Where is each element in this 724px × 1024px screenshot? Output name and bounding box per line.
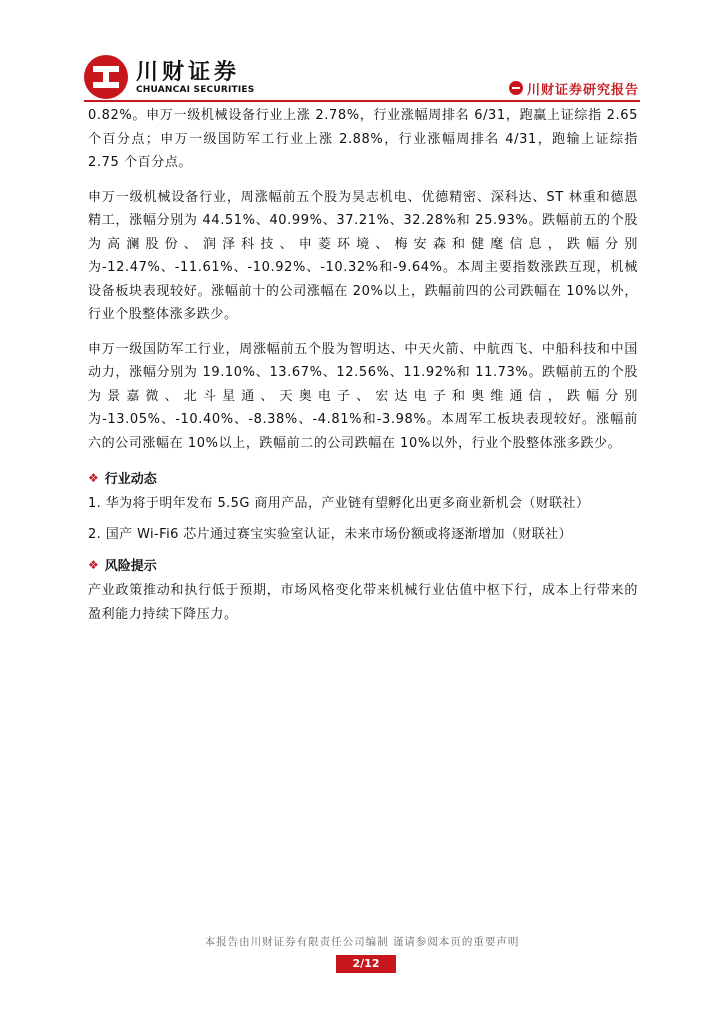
section-heading: 行业动态 <box>104 472 157 487</box>
chuancai-logo-icon <box>84 55 128 99</box>
news-item: 2. 国产 Wi-Fi6 芯片通过赛宝实验室认证，未来市场份额或将逐渐增加（财联社） <box>88 526 572 542</box>
section-heading: 风险提示 <box>104 559 157 574</box>
paragraph-market-summary: 0.82%。申万一级机械设备行业上涨 2.78%，行业涨幅周排名 6/31，跑赢上证综指 2.65 个百分点；申万一级国防军工行业上涨 2.88%，行业涨幅周排名 4/31，跑输上证综指 2.75 个百分点。 <box>88 108 638 170</box>
diamond-bullet-icon: ❖ <box>88 470 99 485</box>
paragraph-risk: 产业政策推动和执行低于预期，市场风格变化带来机械行业估值中枢下行，成本上行带来的盈利能力持续下降压力。 <box>88 583 638 622</box>
company-logo <box>84 55 284 101</box>
logo-chinese-name: 川财证券 <box>136 60 241 85</box>
report-title: 川财证券研究报告 <box>526 82 639 98</box>
paragraph-defense: 申万一级国防军工行业，周涨幅前五个股为智明达、中天火箭、中航西飞、中船科技和中国动力，涨幅分别为 19.10%、13.67%、12.56%、11.92%和 11.73%。跌幅前五的个股为景嘉微、北斗星通、天奥电子、宏达电子和奥维通信，跌幅分别为-13.05%、-10.40%、-8.38%、-4.81%和-3.98%。本周军工板块表现较好。涨幅前六的公司涨幅在 10%以上，跌幅前二的公司跌幅在 10%以外，行业个股整体涨多跌少。 <box>88 341 638 451</box>
footer-disclaimer: 本报告由川财证券有限责任公司编制 谨请参阅本页的重要声明 <box>204 936 520 948</box>
header-divider <box>84 100 640 102</box>
section-industry-news <box>88 466 638 489</box>
report-body <box>88 104 638 637</box>
page-number: 2/12 <box>336 955 396 973</box>
logo-english-name: CHUANCAI SECURITIES <box>136 85 255 95</box>
report-header-title <box>509 78 639 98</box>
section-risk <box>88 553 638 576</box>
chuancai-small-logo-icon <box>509 81 523 95</box>
news-item: 1. 华为将于明年发布 5.5G 商用产品，产业链有望孵化出更多商业新机会（财联社） <box>88 496 590 511</box>
paragraph-machinery: 申万一级机械设备行业，周涨幅前五个股为昊志机电、优德精密、深科达、ST 林重和德恩精工，涨幅分别为 44.51%、40.99%、37.21%、32.28%和 25.93%。跌幅前五的个股为高澜股份、润泽科技、申菱环境、梅安森和健麾信息，跌幅分别为-12.47%、-11.61%、-10.92%、-10.32%和-9.64%。本周主要指数涨跌互现，机械设备板块表现较好。涨幅前十的公司涨幅在 20%以上，跌幅前四的公司跌幅在 10%以外，行业个股整体涨多跌少。 <box>88 189 638 322</box>
diamond-bullet-icon: ❖ <box>88 557 99 572</box>
